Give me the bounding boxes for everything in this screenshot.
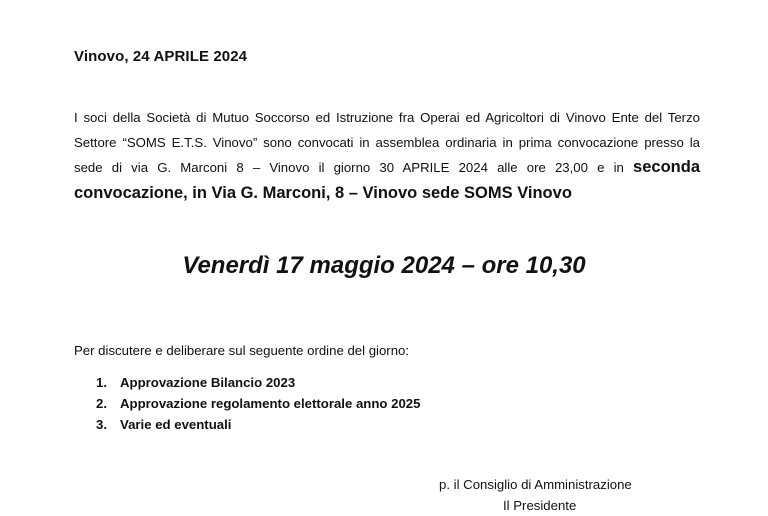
intro-paragraph <box>74 106 700 206</box>
place-date: Vinovo, 24 APRILE 2024 <box>74 48 248 65</box>
agenda-text: Approvazione regolamento elettorale anno 2025 <box>120 396 421 411</box>
intro-second-call: seconda convocazione, in Via G. Marconi, 8 – Vinovo sede SOMS Vinovo <box>74 158 700 202</box>
agenda-item <box>96 372 420 393</box>
agenda-number: 2. <box>96 396 107 411</box>
agenda-text: Varie ed eventuali <box>120 417 232 432</box>
agenda-item <box>96 393 420 414</box>
signature-block <box>439 474 632 516</box>
agenda-text: Approvazione Bilancio 2023 <box>120 375 296 390</box>
agenda-number: 3. <box>96 417 107 432</box>
agenda-lead: Per discutere e deliberare sul seguente ordine del giorno: <box>74 343 410 358</box>
signature-role: Il Presidente <box>503 498 577 513</box>
agenda-number: 1. <box>96 375 107 390</box>
meeting-date-headline: Venerdì 17 maggio 2024 – ore 10,30 <box>182 252 586 279</box>
intro-text: I soci della Società di Mutuo Soccorso ed Istruzione fra Operai ed Agricoltori di Vinovo Ente del Terzo Settore “SOMS E.T.S. Vinovo” sono convocati in assemblea ordinaria in prima convocazione presso la sede di via G. Marconi 8 – Vinovo il giorno 30 APRILE 2024 alle ore 23,00 e in <box>74 110 700 175</box>
signature-board: p. il Consiglio di Amministrazione <box>439 477 632 492</box>
agenda-list <box>96 372 420 435</box>
agenda-item <box>96 414 420 435</box>
